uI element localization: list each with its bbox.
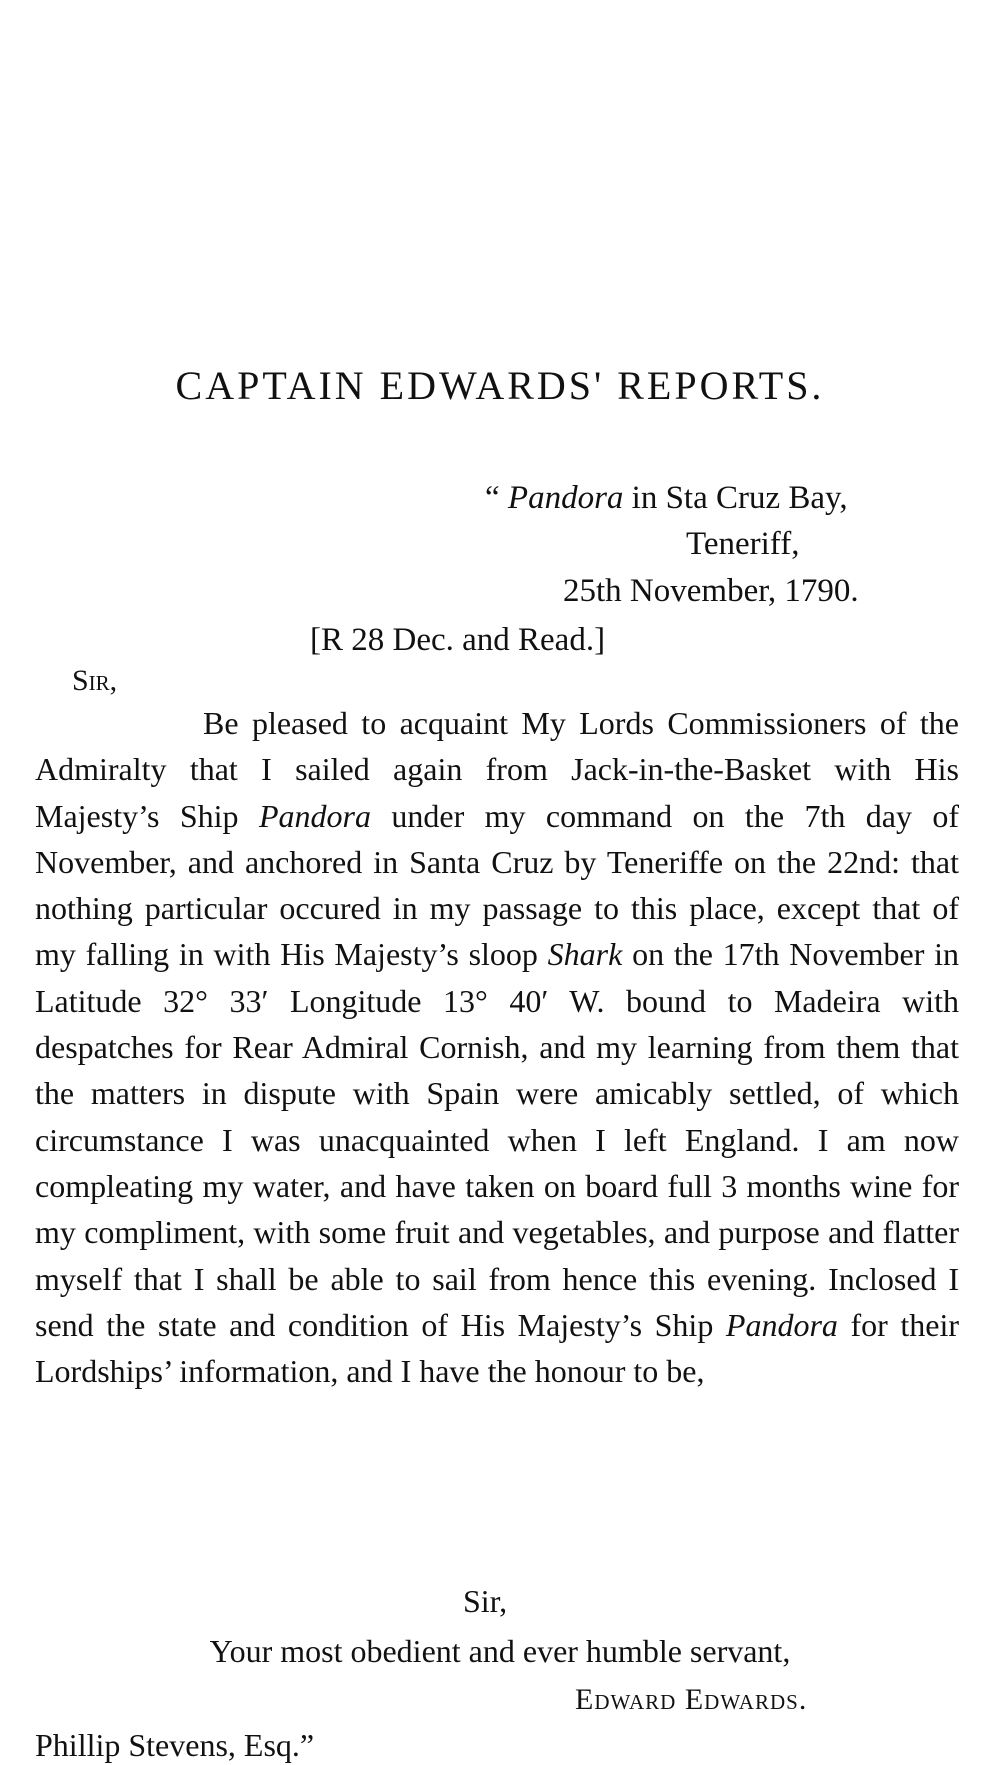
letter-body [35, 700, 959, 1394]
closing-line: Your most obedient and ever humble servant, [209, 1633, 791, 1669]
address-line-2: Teneriff, [686, 526, 800, 562]
ship-name: Pandora [507, 480, 624, 516]
ship-name: Pandora [725, 1306, 838, 1343]
opening-quote: “ [485, 480, 508, 516]
body-text-3: on the 17th November in Latitude 32° 33′ Longitude 13° 40′ W. bound to Madeira with despatches for Rear Admiral Cornish, and my learning from them that the matters in dispute with Spain were amicably settled, of which circumstance I was unacquainted when I left England. I am now compleating my water, and have taken on board full 3 months wine for my compliment, with some fruit and vegetables, and purpose and flatter myself that I shall be able to sail from hence this evening. Inclosed I send the state and condition of His Majesty’s Ship [35, 936, 960, 1343]
body-text-4: for their Lordships’ information, and I have the honour to be, [35, 1306, 960, 1390]
address-line-1 [485, 480, 848, 517]
closing-salutation: Sir, [463, 1583, 508, 1619]
page-title: CAPTAIN EDWARDS' REPORTS. [175, 363, 825, 408]
ship-name: Pandora [258, 797, 371, 834]
body-paragraph [35, 700, 959, 1394]
date-line: 25th November, 1790. [563, 573, 859, 609]
signature: Edward Edwards. [575, 1683, 808, 1716]
ship-name: Shark [547, 936, 623, 973]
salutation: Sir, [72, 664, 118, 697]
address-line-1-rest: in Sta Cruz Bay, [623, 480, 848, 516]
body-text-1: Be pleased to acquaint My Lords Commissioners of the Admiralty that I sailed again from Jack-in-the-Basket with His Majesty’s Ship [35, 705, 959, 834]
recipient: Phillip Stevens, Esq.” [35, 1727, 315, 1763]
received-note: [R 28 Dec. and Read.] [310, 622, 606, 658]
body-text-2: under my command on the 7th day of November, and anchored in Santa Cruz by Teneriffe on the 22nd: that nothing particular occured in my passage to this place, except that of my falling in with His Majesty’s sloop [35, 797, 960, 973]
